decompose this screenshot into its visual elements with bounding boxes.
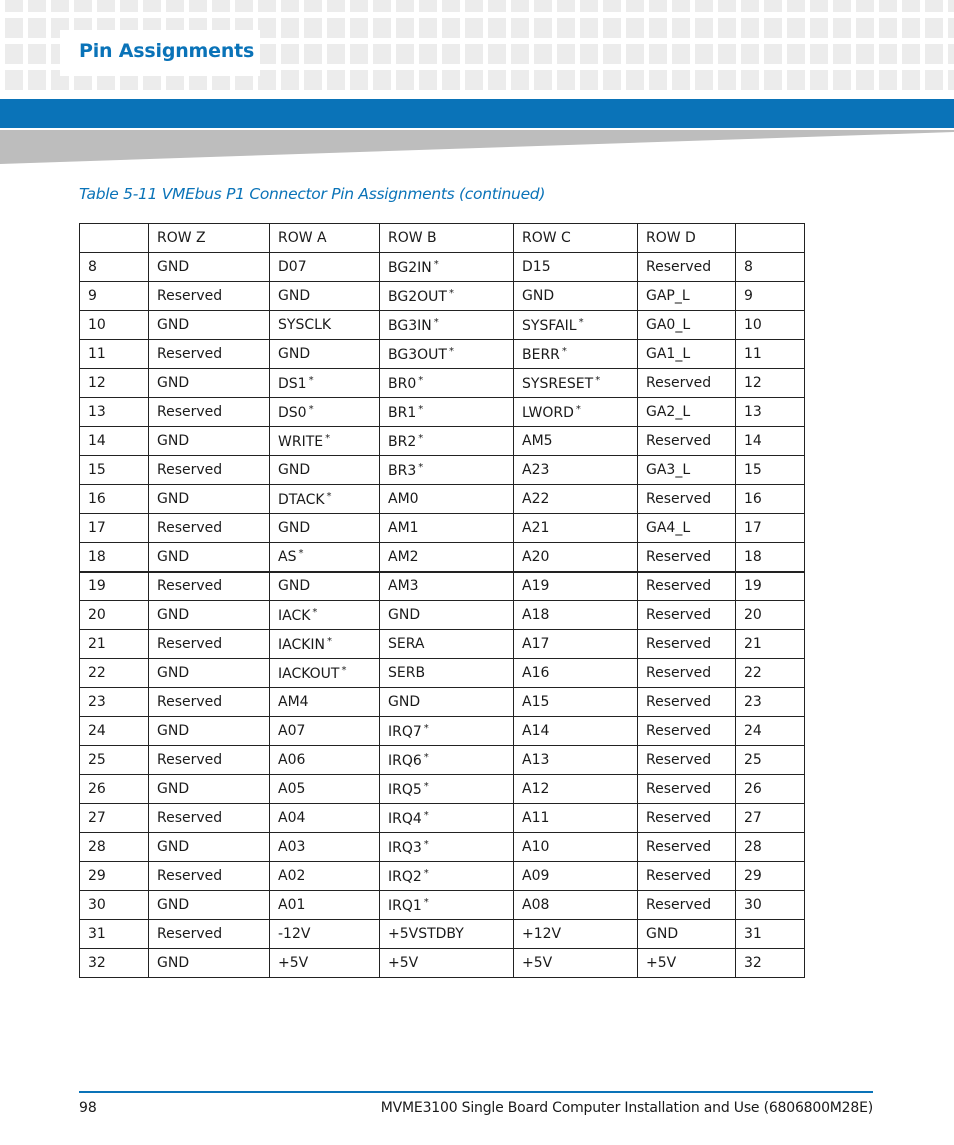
table-cell: 9 <box>736 282 805 311</box>
table-row <box>80 601 805 630</box>
table-cell: GND <box>270 572 380 601</box>
table-cell: Reserved <box>638 833 736 862</box>
table-row <box>80 833 805 862</box>
table-cell: Reserved <box>638 601 736 630</box>
table-row <box>80 253 805 282</box>
table-cell: DTACK * <box>270 485 380 514</box>
table-cell: 20 <box>80 601 149 630</box>
active-low-mark: * <box>308 374 314 386</box>
table-cell: AS * <box>270 543 380 572</box>
table-cell: GND <box>149 717 270 746</box>
table-cell: A01 <box>270 891 380 920</box>
table-cell: A13 <box>514 746 638 775</box>
table-cell: GA4_L <box>638 514 736 543</box>
table-cell: A04 <box>270 804 380 833</box>
table-cell: BG3IN * <box>380 311 514 340</box>
active-low-mark: * <box>326 490 332 502</box>
active-low-mark: * <box>561 345 567 357</box>
active-low-mark: * <box>423 867 429 879</box>
table-cell: 24 <box>736 717 805 746</box>
table-cell: 31 <box>736 920 805 949</box>
active-low-mark: * <box>341 664 347 676</box>
column-header: ROW C <box>514 224 638 253</box>
table-cell: Reserved <box>638 427 736 456</box>
table-cell: 32 <box>80 949 149 978</box>
table-cell: +5V <box>638 949 736 978</box>
table-cell: 17 <box>80 514 149 543</box>
table-cell: A14 <box>514 717 638 746</box>
table-cell: SYSRESET * <box>514 369 638 398</box>
table-cell: -12V <box>270 920 380 949</box>
table-cell: GND <box>149 485 270 514</box>
table-cell: Reserved <box>638 891 736 920</box>
table-cell: GND <box>514 282 638 311</box>
table-cell: GND <box>638 920 736 949</box>
table-cell: GND <box>270 456 380 485</box>
table-cell: GAP_L <box>638 282 736 311</box>
table-cell: GND <box>149 833 270 862</box>
table-cell: BR1 * <box>380 398 514 427</box>
table-cell: Reserved <box>638 775 736 804</box>
table-cell: 14 <box>736 427 805 456</box>
table-cell: A06 <box>270 746 380 775</box>
active-low-mark: * <box>423 780 429 792</box>
table-cell: AM0 <box>380 485 514 514</box>
table-row <box>80 282 805 311</box>
table-row <box>80 456 805 485</box>
table-row <box>80 659 805 688</box>
table-cell: 19 <box>736 572 805 601</box>
table-cell: SERA <box>380 630 514 659</box>
table-cell: 31 <box>80 920 149 949</box>
table-cell: GA2_L <box>638 398 736 427</box>
table-cell: GND <box>380 601 514 630</box>
active-low-mark: * <box>418 461 424 473</box>
active-low-mark: * <box>423 838 429 850</box>
table-cell: 20 <box>736 601 805 630</box>
table-cell: 14 <box>80 427 149 456</box>
table-cell: A20 <box>514 543 638 572</box>
table-cell: SERB <box>380 659 514 688</box>
table-cell: A02 <box>270 862 380 891</box>
table-cell: GND <box>149 427 270 456</box>
active-low-mark: * <box>418 432 424 444</box>
column-header <box>736 224 805 253</box>
table-cell: Reserved <box>149 456 270 485</box>
table-cell: A18 <box>514 601 638 630</box>
active-low-mark: * <box>327 635 333 647</box>
column-header: ROW B <box>380 224 514 253</box>
table-row <box>80 717 805 746</box>
table-cell: +12V <box>514 920 638 949</box>
table-cell: 11 <box>736 340 805 369</box>
active-low-mark: * <box>433 316 439 328</box>
table-cell: Reserved <box>638 862 736 891</box>
table-cell: WRITE * <box>270 427 380 456</box>
page-title: Pin Assignments <box>79 40 255 62</box>
table-cell: 10 <box>80 311 149 340</box>
table-cell: Reserved <box>638 543 736 572</box>
table-cell: D07 <box>270 253 380 282</box>
table-cell: A15 <box>514 688 638 717</box>
document-title: MVME3100 Single Board Computer Installation and Use (6806800M28E) <box>380 1100 873 1116</box>
table-cell: BR2 * <box>380 427 514 456</box>
table-cell: 19 <box>80 572 149 601</box>
table-cell: 11 <box>80 340 149 369</box>
table-cell: 30 <box>736 891 805 920</box>
active-low-mark: * <box>423 751 429 763</box>
table-row <box>80 427 805 456</box>
table-cell: Reserved <box>638 804 736 833</box>
table-cell: LWORD * <box>514 398 638 427</box>
footer-rule <box>79 1091 873 1093</box>
column-header: ROW Z <box>149 224 270 253</box>
table-cell: SYSFAIL * <box>514 311 638 340</box>
table-cell: A11 <box>514 804 638 833</box>
table-cell: Reserved <box>638 253 736 282</box>
table-cell: BERR * <box>514 340 638 369</box>
table-cell: BG2IN * <box>380 253 514 282</box>
table-cell: GND <box>149 659 270 688</box>
table-caption: Table 5-11 VMEbus P1 Connector Pin Assignments (continued) <box>79 185 546 203</box>
pin-assignment-table <box>79 223 805 978</box>
table-cell: IRQ2 * <box>380 862 514 891</box>
table-cell: 21 <box>736 630 805 659</box>
table-cell: Reserved <box>638 659 736 688</box>
table-cell: Reserved <box>149 340 270 369</box>
table-cell: A03 <box>270 833 380 862</box>
table-body <box>80 253 805 978</box>
table-cell: A10 <box>514 833 638 862</box>
table-cell: IRQ4 * <box>380 804 514 833</box>
table-header-row <box>80 224 805 253</box>
column-header: ROW D <box>638 224 736 253</box>
table-row <box>80 340 805 369</box>
active-low-mark: * <box>312 606 318 618</box>
table-cell: AM2 <box>380 543 514 572</box>
table-cell: BR3 * <box>380 456 514 485</box>
table-cell: GND <box>149 775 270 804</box>
active-low-mark: * <box>308 403 314 415</box>
table-cell: AM3 <box>380 572 514 601</box>
table-cell: Reserved <box>149 804 270 833</box>
table-cell: 15 <box>736 456 805 485</box>
table-cell: Reserved <box>149 688 270 717</box>
active-low-mark: * <box>325 432 331 444</box>
table-cell: Reserved <box>638 572 736 601</box>
table-cell: AM5 <box>514 427 638 456</box>
active-low-mark: * <box>423 722 429 734</box>
table-cell: 24 <box>80 717 149 746</box>
table-cell: Reserved <box>149 920 270 949</box>
table-row <box>80 746 805 775</box>
table-cell: Reserved <box>638 485 736 514</box>
table-cell: Reserved <box>638 746 736 775</box>
active-low-mark: * <box>575 403 581 415</box>
table-cell: 17 <box>736 514 805 543</box>
table-cell: GA1_L <box>638 340 736 369</box>
table-cell: A23 <box>514 456 638 485</box>
table-cell: Reserved <box>638 688 736 717</box>
table-cell: 21 <box>80 630 149 659</box>
active-low-mark: * <box>448 345 454 357</box>
table-cell: 9 <box>80 282 149 311</box>
active-low-mark: * <box>448 287 454 299</box>
table-cell: BR0 * <box>380 369 514 398</box>
table-cell: IRQ1 * <box>380 891 514 920</box>
table-cell: GND <box>270 282 380 311</box>
table-cell: Reserved <box>149 746 270 775</box>
table-cell: +5V <box>514 949 638 978</box>
table-cell: 22 <box>736 659 805 688</box>
table-cell: 16 <box>80 485 149 514</box>
page-number: 98 <box>79 1100 97 1116</box>
table-cell: A12 <box>514 775 638 804</box>
table-cell: IACK * <box>270 601 380 630</box>
table-cell: 25 <box>80 746 149 775</box>
table-cell: 18 <box>736 543 805 572</box>
table-cell: GND <box>149 891 270 920</box>
active-low-mark: * <box>418 403 424 415</box>
table-cell: IRQ6 * <box>380 746 514 775</box>
table-row <box>80 398 805 427</box>
active-low-mark: * <box>433 258 439 270</box>
table-cell: Reserved <box>149 572 270 601</box>
table-cell: GND <box>270 514 380 543</box>
table-cell: +5V <box>380 949 514 978</box>
table-row <box>80 891 805 920</box>
table-cell: 18 <box>80 543 149 572</box>
table-cell: GND <box>149 369 270 398</box>
active-low-mark: * <box>595 374 601 386</box>
table-cell: 25 <box>736 746 805 775</box>
table-row <box>80 572 805 601</box>
table-cell: 28 <box>736 833 805 862</box>
table-cell: 8 <box>736 253 805 282</box>
table-row <box>80 775 805 804</box>
table-cell: IRQ7 * <box>380 717 514 746</box>
table-cell: GND <box>149 543 270 572</box>
table-cell: 12 <box>80 369 149 398</box>
table-cell: Reserved <box>638 369 736 398</box>
table-cell: 27 <box>80 804 149 833</box>
table-row <box>80 543 805 572</box>
table-cell: A19 <box>514 572 638 601</box>
table-cell: IACKOUT * <box>270 659 380 688</box>
table-cell: 26 <box>736 775 805 804</box>
table-cell: A09 <box>514 862 638 891</box>
active-low-mark: * <box>423 896 429 908</box>
table-cell: 22 <box>80 659 149 688</box>
table-cell: Reserved <box>149 282 270 311</box>
table-cell: A05 <box>270 775 380 804</box>
header-wedge <box>0 130 954 164</box>
table-row <box>80 920 805 949</box>
table-cell: A17 <box>514 630 638 659</box>
table-cell: 16 <box>736 485 805 514</box>
table-cell: 23 <box>736 688 805 717</box>
table-cell: 10 <box>736 311 805 340</box>
header-band <box>0 99 954 128</box>
table-cell: Reserved <box>149 514 270 543</box>
table-cell: 32 <box>736 949 805 978</box>
table-cell: 23 <box>80 688 149 717</box>
table-cell: A22 <box>514 485 638 514</box>
table-cell: IRQ3 * <box>380 833 514 862</box>
table-cell: 29 <box>80 862 149 891</box>
table-cell: A07 <box>270 717 380 746</box>
table-cell: +5VSTDBY <box>380 920 514 949</box>
table-cell: GND <box>149 311 270 340</box>
table-cell: GA0_L <box>638 311 736 340</box>
table-cell: 26 <box>80 775 149 804</box>
table-cell: GND <box>149 253 270 282</box>
table-cell: IACKIN * <box>270 630 380 659</box>
table-cell: AM1 <box>380 514 514 543</box>
table-cell: D15 <box>514 253 638 282</box>
table-cell: BG3OUT * <box>380 340 514 369</box>
table-cell: GND <box>149 601 270 630</box>
table-cell: GA3_L <box>638 456 736 485</box>
table-cell: Reserved <box>638 630 736 659</box>
column-header: ROW A <box>270 224 380 253</box>
table-cell: GND <box>270 340 380 369</box>
table-cell: DS0 * <box>270 398 380 427</box>
table-cell: 28 <box>80 833 149 862</box>
table-row <box>80 949 805 978</box>
column-header <box>80 224 149 253</box>
table-cell: +5V <box>270 949 380 978</box>
table-row <box>80 688 805 717</box>
table-cell: Reserved <box>149 398 270 427</box>
table-cell: BG2OUT * <box>380 282 514 311</box>
table-cell: A08 <box>514 891 638 920</box>
table-row <box>80 485 805 514</box>
table-cell: SYSCLK <box>270 311 380 340</box>
active-low-mark: * <box>423 809 429 821</box>
table-row <box>80 311 805 340</box>
table-row <box>80 369 805 398</box>
table-cell: AM4 <box>270 688 380 717</box>
table-row <box>80 630 805 659</box>
table-cell: Reserved <box>638 717 736 746</box>
active-low-mark: * <box>298 548 304 560</box>
table-row <box>80 804 805 833</box>
table-cell: 30 <box>80 891 149 920</box>
table-cell: 8 <box>80 253 149 282</box>
table-row <box>80 862 805 891</box>
active-low-mark: * <box>418 374 424 386</box>
table-cell: 15 <box>80 456 149 485</box>
active-low-mark: * <box>578 316 584 328</box>
table-cell: 12 <box>736 369 805 398</box>
table-cell: A16 <box>514 659 638 688</box>
table-cell: GND <box>380 688 514 717</box>
table-cell: DS1 * <box>270 369 380 398</box>
table-cell: 13 <box>80 398 149 427</box>
table-cell: Reserved <box>149 862 270 891</box>
table-cell: 27 <box>736 804 805 833</box>
table-cell: A21 <box>514 514 638 543</box>
table-cell: GND <box>149 949 270 978</box>
table-cell: IRQ5 * <box>380 775 514 804</box>
table-cell: 13 <box>736 398 805 427</box>
table-cell: Reserved <box>149 630 270 659</box>
table-row <box>80 514 805 543</box>
table-cell: 29 <box>736 862 805 891</box>
